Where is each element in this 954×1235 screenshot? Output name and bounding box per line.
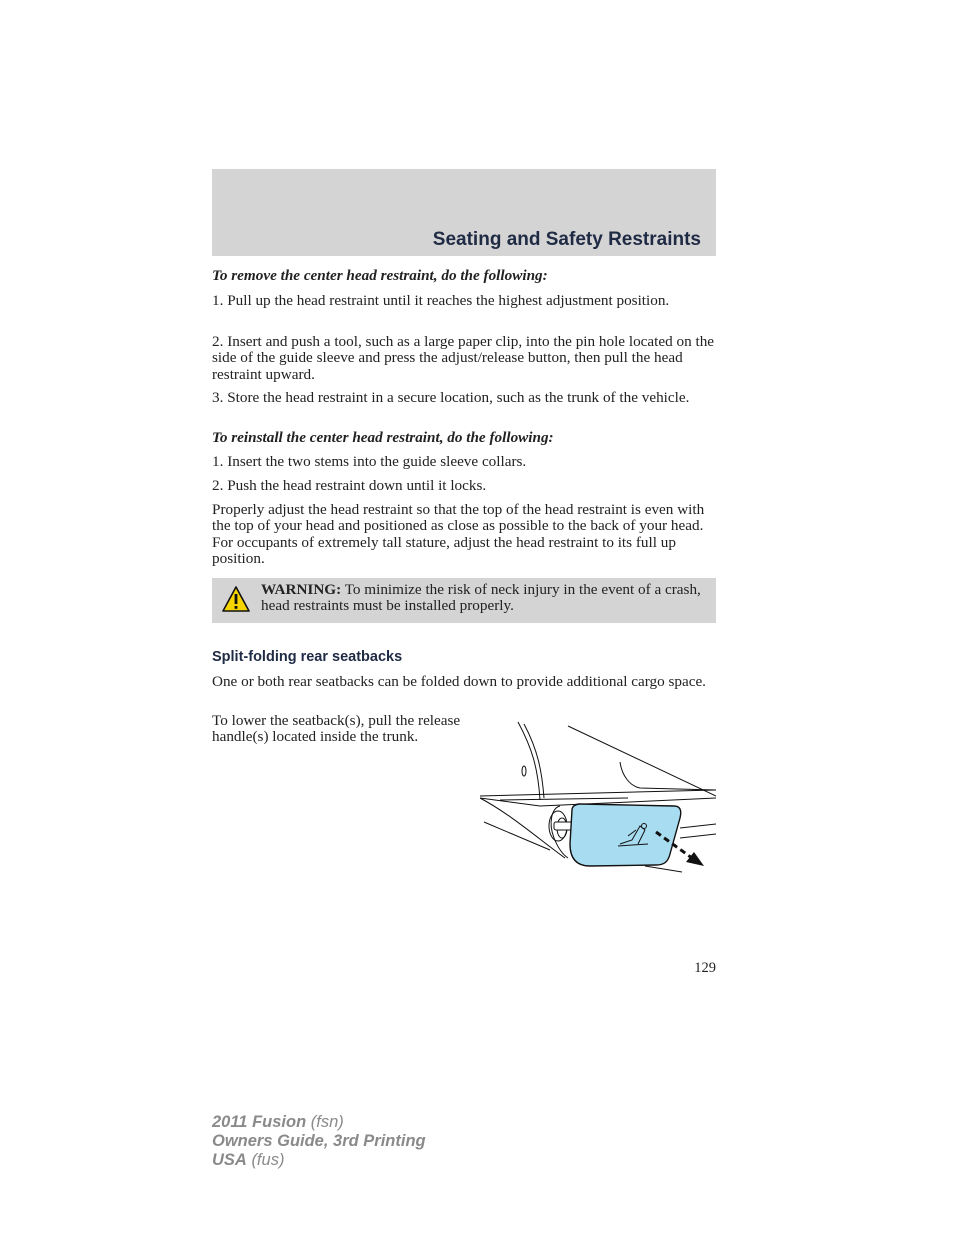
footer-line-2 — [212, 1132, 426, 1151]
section-header-band — [212, 169, 716, 256]
section-title: Seating and Safety Restraints — [432, 229, 701, 250]
remove-step-1: 1. Pull up the head restraint until it reaches the highest adjustment position. — [212, 292, 670, 309]
warning-label: WARNING: — [261, 581, 342, 598]
warning-box — [212, 578, 716, 623]
reinstall-lead: To reinstall the center head restraint, do the following: — [212, 429, 554, 446]
remove-step-3: 3. Store the head restraint in a secure location, such as the trunk of the vehicle. — [212, 389, 690, 406]
footer-model-code: (fsn) — [310, 1113, 344, 1131]
warning-text-block — [261, 582, 709, 615]
page-number: 129 — [694, 960, 716, 976]
footer-line-1 — [212, 1113, 426, 1132]
remove-step-2: 2. Insert and push a tool, such as a large paper clip, into the pin hole located on the side of the guide sleeve and press the adjust/release button, then pull the head restraint upward. — [212, 333, 715, 383]
seatbacks-paragraph-1: One or both rear seatbacks can be folded down to provide additional cargo space. — [212, 673, 706, 690]
seatbacks-heading: Split-folding rear seatbacks — [212, 649, 403, 665]
footer — [212, 1113, 426, 1170]
warning-message: To minimize the risk of neck injury in the event of a crash, head restraints must be installed properly. — [261, 581, 701, 615]
footer-line-3 — [212, 1151, 426, 1170]
remove-lead: To remove the center head restraint, do the following: — [212, 267, 548, 284]
footer-market: USA — [212, 1151, 247, 1169]
adjust-paragraph: Properly adjust the head restraint so that the top of the head restraint is even with the top of your head and positioned as close as possible to the back of your head. For occupants of extremely tall stature, adjust the head restraint to its full up position. — [212, 501, 705, 568]
warning-triangle-icon — [221, 585, 251, 613]
footer-model: 2011 Fusion — [212, 1113, 307, 1131]
footer-guide: Owners Guide, 3rd Printing — [212, 1132, 426, 1150]
seatbacks-paragraph-2: To lower the seatback(s), pull the release handle(s) located inside the trunk. — [212, 712, 461, 746]
trunk-release-handle-illustration — [480, 718, 716, 874]
reinstall-step-1: 1. Insert the two stems into the guide sleeve collars. — [212, 453, 527, 470]
reinstall-step-2: 2. Push the head restraint down until it locks. — [212, 477, 487, 494]
footer-market-code: (fus) — [251, 1151, 285, 1169]
